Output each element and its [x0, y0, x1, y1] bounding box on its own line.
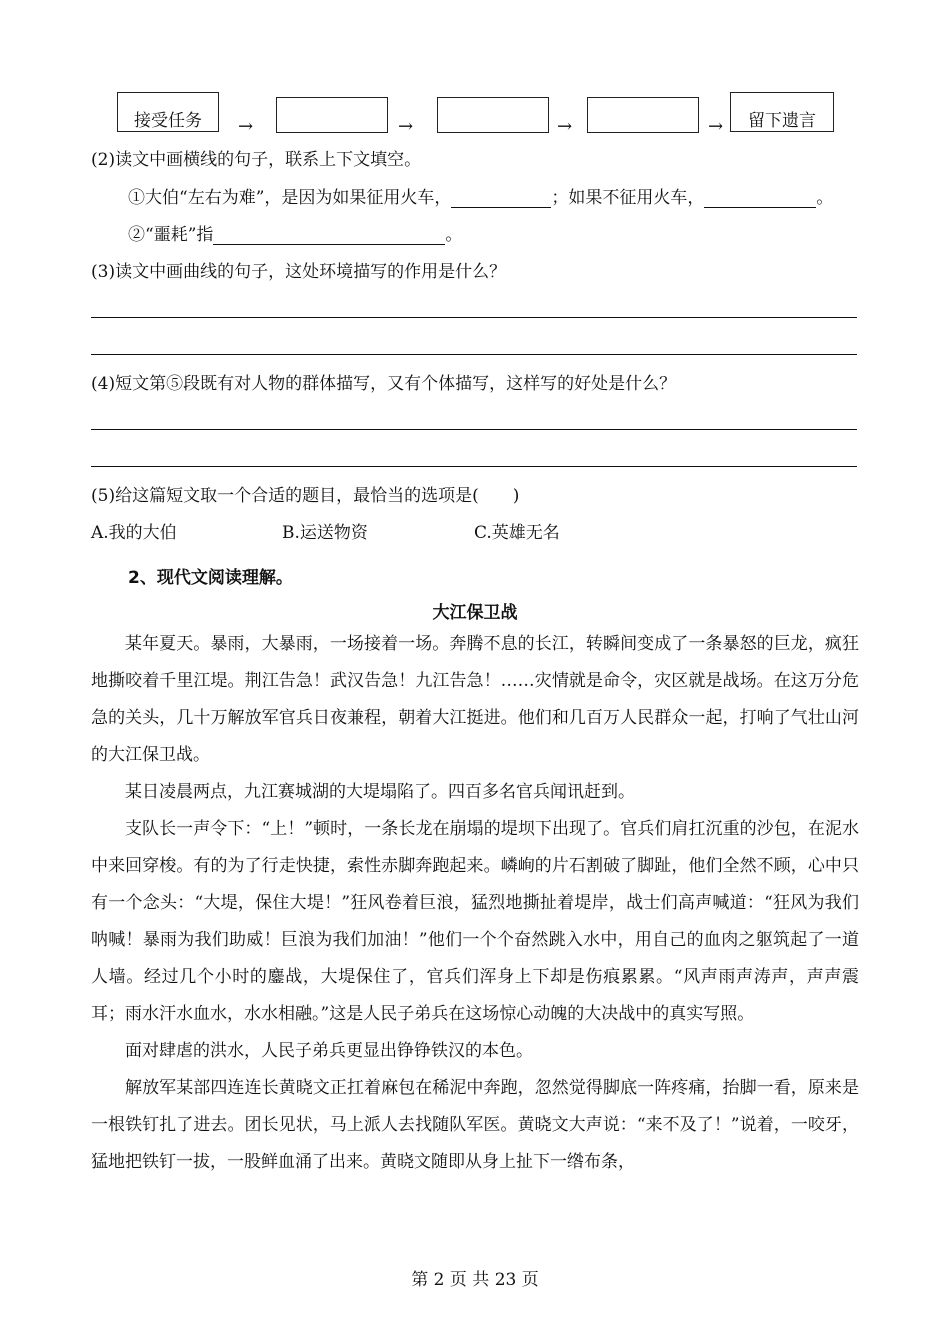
q2-item-1-text-b: ；如果不征用火车，	[551, 188, 705, 208]
article-paragraph-4: 面对肆虐的洪水，人民子弟兵更显出铮铮铁汉的本色。	[125, 1041, 533, 1061]
q5-option-b[interactable]: B.运送物资	[282, 523, 368, 543]
q2-label: (2)读文中画横线的句子，联系上下文填空。	[91, 150, 422, 170]
article-body	[91, 626, 859, 1181]
q5-option-c[interactable]: C.英雄无名	[474, 523, 560, 543]
flow-arrow-2: →	[398, 116, 414, 137]
flow-box-blank-3[interactable]	[587, 97, 699, 133]
q2-item-2-end: 。	[445, 225, 463, 245]
article-paragraph-1: 某年夏天。暴雨，大暴雨，一场接着一场。奔腾不息的长江，转瞬间变成了一条暴怒的巨龙，疯狂地撕咬着千里江堤。荆江告急！武汉告急！九江告急！……灾情就是命令，灾区就是战场。在这万分危急的关头，几十万解放军官兵日夜兼程，朝着大江挺进。他们和几百万人民群众一起，打响了气壮山河的大江保卫战。	[91, 634, 859, 765]
q2-item-1-end: 。	[816, 188, 834, 208]
q5-option-a[interactable]: A.我的大伯	[91, 523, 177, 543]
q2-item-1-blank-a[interactable]	[451, 189, 551, 208]
q4-answer-line-2[interactable]	[91, 466, 857, 467]
q3-answer-line-2[interactable]	[91, 354, 857, 355]
q2-item-1-text-a: ①大伯“左右为难”，是因为如果征用火车，	[128, 188, 452, 208]
q5-label: (5)给这篇短文取一个合适的题目，最恰当的选项是( )	[91, 486, 520, 506]
article-paragraph-3: 支队长一声令下：“上！”顿时，一条长龙在崩塌的堤坝下出现了。官兵们肩扛沉重的沙包，在泥水中来回穿梭。有的为了行走快捷，索性赤脚奔跑起来。嶙峋的片石割破了脚趾，他们全然不顾，心中只有一个念头：“大堤，保住大堤！”狂风卷着巨浪，猛烈地撕扯着堤岸，战士们高声喊道：“狂风为我们呐喊！暴雨为我们助威！巨浪为我们加油！”他们一个个奋然跳入水中，用自己的血肉之躯筑起了一道人墙。经过几个小时的鏖战，大堤保住了，官兵们浑身上下却是伤痕累累。“风声雨声涛声，声声震耳；雨水汗水血水，水水相融。”这是人民子弟兵在这场惊心动魄的大决战中的真实写照。	[91, 819, 859, 1024]
flow-arrow-1: →	[238, 116, 254, 137]
flow-box-start	[117, 92, 219, 132]
q4-answer-line-1[interactable]	[91, 429, 857, 430]
flow-box-start-label: 接受任务	[134, 111, 202, 131]
q4-label: (4)短文第⑤段既有对人物的群体描写，又有个体描写，这样写的好处是什么？	[91, 374, 677, 394]
flow-box-blank-2[interactable]	[437, 97, 549, 133]
article-title: 大江保卫战	[432, 603, 518, 623]
flow-box-end-label: 留下遗言	[748, 111, 816, 131]
q2-item-1-blank-b[interactable]	[704, 189, 816, 208]
q2-item-2	[128, 225, 462, 245]
article-paragraph-5: 解放军某部四连连长黄晓文正扛着麻包在稀泥中奔跑，忽然觉得脚底一阵疼痛，抬脚一看，原来是一根铁钉扎了进去。团长见状，马上派人去找随队军医。黄晓文大声说：“来不及了！”说着，一咬牙，猛地把铁钉一拔，一股鲜血涌了出来。黄晓文随即从身上扯下一绺布条，	[91, 1078, 859, 1172]
flow-box-end	[730, 92, 834, 132]
article-paragraph-2: 某日凌晨两点，九江赛城湖的大堤塌陷了。四百多名官兵闻讯赶到。	[125, 782, 635, 802]
q3-label: (3)读文中画曲线的句子，这处环境描写的作用是什么？	[91, 262, 507, 282]
flow-arrow-3: →	[557, 116, 573, 137]
q2-item-2-text: ②“噩耗”指	[128, 225, 214, 245]
section-2-heading: 2、现代文阅读理解。	[128, 568, 293, 588]
q3-answer-line-1[interactable]	[91, 317, 857, 318]
q2-item-1	[128, 188, 833, 208]
flow-arrow-4: →	[708, 116, 724, 137]
q2-item-2-blank[interactable]	[213, 226, 445, 245]
page-footer: 第 2 页 共 23 页	[411, 1270, 539, 1290]
flow-box-blank-1[interactable]	[276, 97, 388, 133]
